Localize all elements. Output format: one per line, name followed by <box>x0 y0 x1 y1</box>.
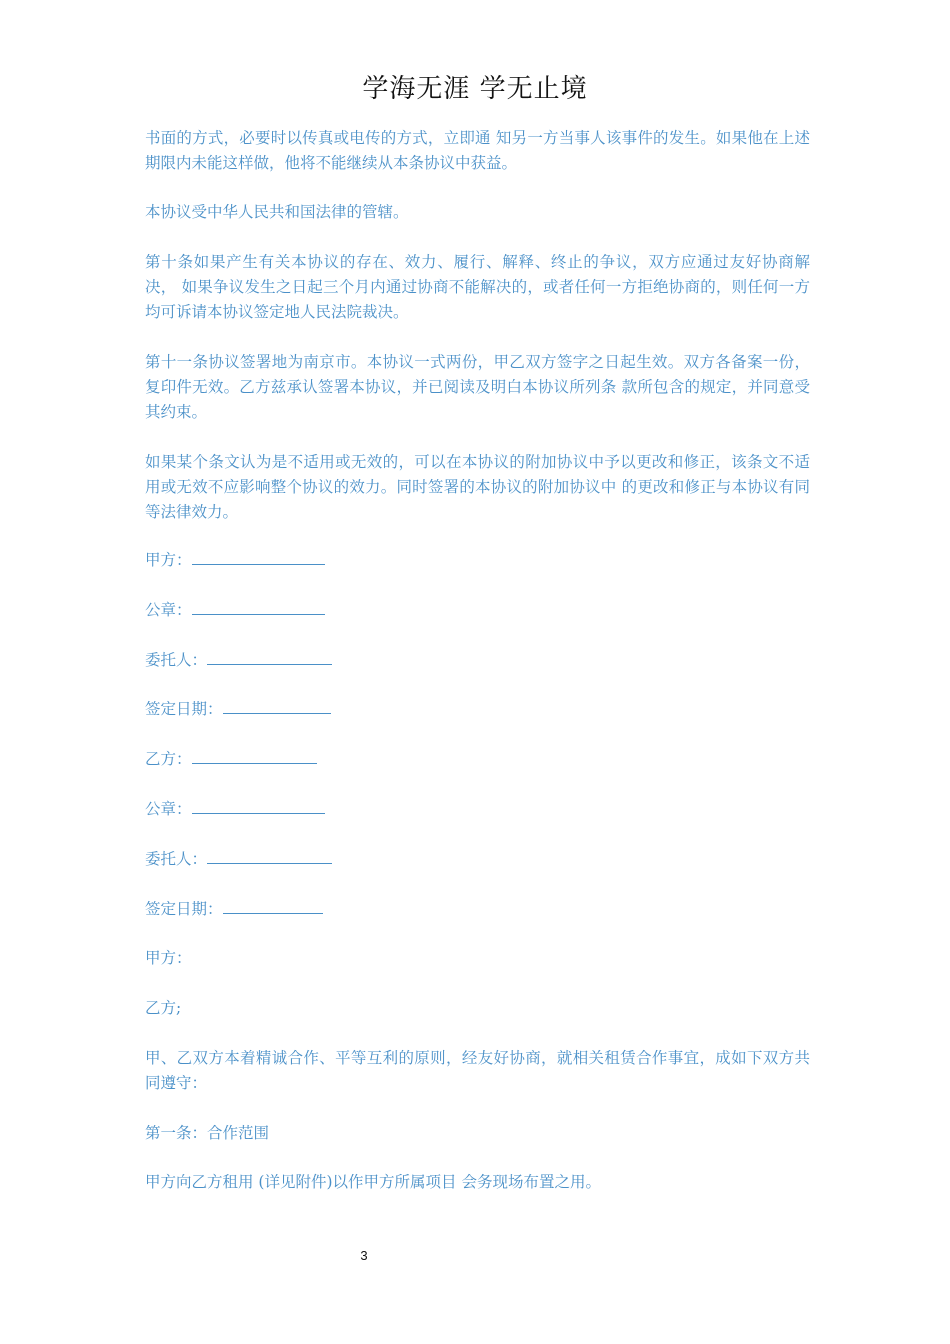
field-label: 乙方： <box>145 750 192 768</box>
field-label: 公章： <box>145 601 192 619</box>
signature-field-party-a <box>145 548 325 573</box>
field-label: 甲方： <box>145 551 192 569</box>
signature-blank-line[interactable] <box>207 648 332 665</box>
signature-blank-line[interactable] <box>192 598 325 615</box>
page-number: 3 <box>360 1248 368 1263</box>
signature-blank-line[interactable] <box>192 797 325 814</box>
paragraph-cooperation-intro: 甲、乙双方本着精诚合作、平等互利的原则，经友好协商，就相关租赁合作事宜，成如下双方共 同遵守： <box>145 1049 810 1092</box>
paragraph-severability: 如果某个条文认为是不适用或无效的，可以在本协议的附加协议中予以更改和修正，该条文不适用或无效不应影响整个协议的效力。同时签署的本协议的附加协议中 的更改和修正与本协议有同等法律效力。 <box>145 453 810 521</box>
signature-field-party-b <box>145 747 317 772</box>
field-label: 委托人： <box>145 850 208 868</box>
signature-field-agent-a <box>145 648 332 673</box>
closing-party-a: 甲方： <box>145 949 192 967</box>
article-one-heading: 第一条：合作范围 <box>145 1124 270 1142</box>
paragraph-force-majeure-notice: 书面的方式，必要时以传真或电传的方式，立即通 知另一方当事人该事件的发生。如果他在上述期限内未能这样做，他将不能继续从本条协议中获益。 <box>145 129 810 172</box>
paragraph-article-ten: 第十条如果产生有关本协议的存在、效力、履行、解释、终止的争议，双方应通过友好协商解决， 如果争议发生之日起三个月内通过协商不能解决的，或者任何一方拒绝协商的，则任何一方均可诉请本协议签定地人民法院裁决。 <box>145 253 810 321</box>
signature-field-seal-b <box>145 797 325 822</box>
field-label: 签定日期： <box>145 900 223 918</box>
signature-blank-line[interactable] <box>223 697 331 714</box>
signature-field-date-b <box>145 897 323 922</box>
signature-field-date-a <box>145 697 331 722</box>
field-label: 委托人： <box>145 651 208 669</box>
document-body <box>145 0 810 1344</box>
field-label: 签定日期： <box>145 700 223 718</box>
signature-blank-line[interactable] <box>223 897 323 914</box>
signature-field-seal-a <box>145 598 325 623</box>
signature-blank-line[interactable] <box>192 747 317 764</box>
closing-party-b: 乙方; <box>145 999 182 1017</box>
paragraph-article-eleven: 第十一条协议签署地为南京市。本协议一式两份，甲乙双方签字之日起生效。双方各备案一份，复印件无效。乙方兹承认签署本协议，并已阅读及明白本协议所列条 款所包含的规定，并同意受其约束。 <box>145 353 810 421</box>
paragraph-governing-law: 本协议受中华人民共和国法律的管辖。 <box>145 203 409 221</box>
signature-blank-line[interactable] <box>192 548 325 565</box>
field-label: 公章： <box>145 800 192 818</box>
signature-blank-line[interactable] <box>207 847 332 864</box>
article-one-text: 甲方向乙方租用 (详见附件)以作甲方所属项目 会务现场布置之用。 <box>145 1173 601 1191</box>
signature-field-agent-b <box>145 847 332 872</box>
page-header-title: 学海无涯 学无止境 <box>362 74 588 104</box>
